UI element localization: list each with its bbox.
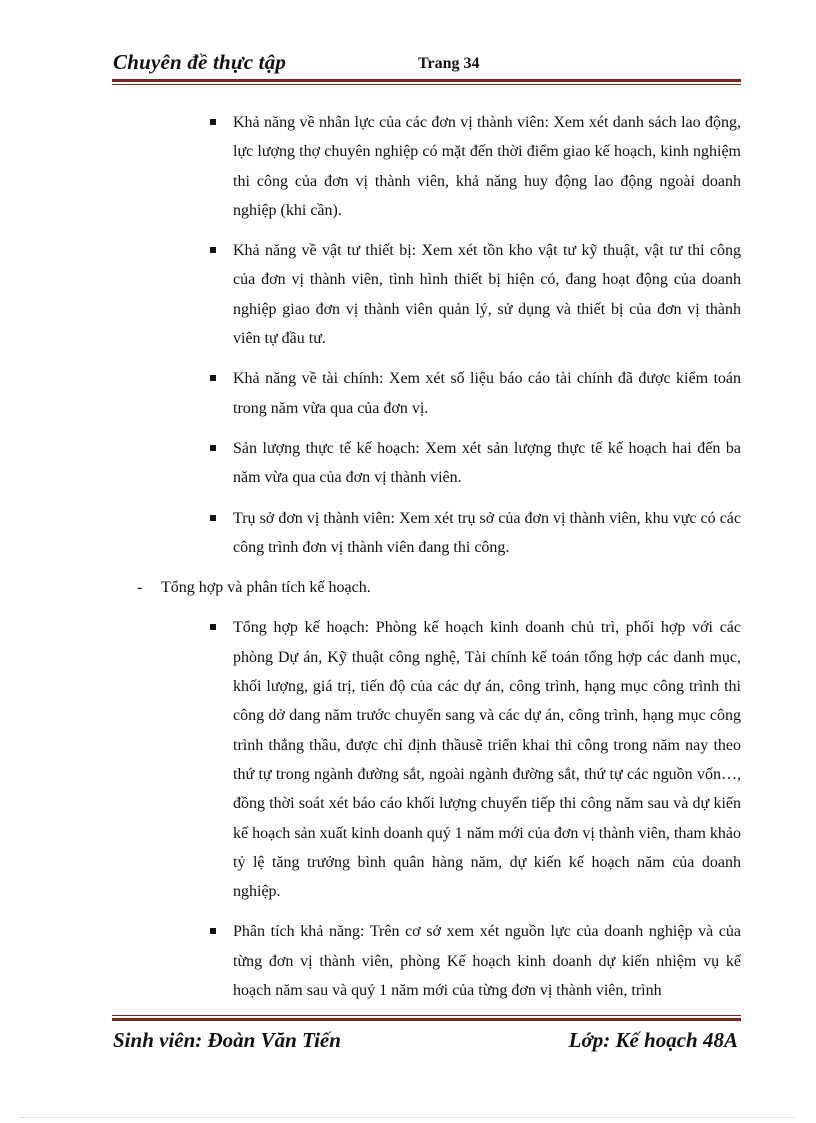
bullet-text: Khả năng về nhân lực của các đơn vị thành viên: Xem xét danh sách lao động, lực lượng thợ chuyên nghiệp có mặt đến thời điểm giao kế hoạch, kinh nghiệm thi công của đơn vị thành viên, khả năng huy động lao động ngoài doanh nghiệp (khi cần). <box>233 114 741 219</box>
bullet-item-finance <box>233 364 741 423</box>
footer-rule-thick <box>112 1018 741 1021</box>
page-header <box>0 0 816 90</box>
page-footer <box>0 1010 816 1070</box>
bullet-text: Phân tích khả năng: Trên cơ sở xem xét nguồn lực của doanh nghiệp và của từng đơn vị thành viên, phòng Kế hoạch kinh doanh dự kiến nhiệm vụ kế hoạch năm sau và quý 1 năm mới của từng đơn vị thành viên, trình <box>233 923 741 1000</box>
dash-item-synthesis <box>137 573 741 602</box>
bullet-text: Sản lượng thực tế kế hoạch: Xem xét sản lượng thực tế kế hoạch hai đến ba năm vừa qua của đơn vị thành viên. <box>233 439 741 487</box>
footer-student: Sinh viên: Đoàn Văn Tiến <box>113 1028 341 1052</box>
footer-rule-thin <box>112 1015 741 1016</box>
footer-class: Lớp: Kế hoạch 48A <box>568 1028 738 1052</box>
square-bullet-icon <box>210 928 216 934</box>
page-edge-divider <box>20 1117 796 1118</box>
square-bullet-icon <box>210 247 216 253</box>
bullet-item-human-resources <box>233 108 741 225</box>
header-title: Chuyên đề thực tập <box>113 50 287 74</box>
page-number: Trang 34 <box>418 55 480 72</box>
square-bullet-icon <box>210 119 216 125</box>
dash-marker: - <box>137 579 143 597</box>
bullet-text: Tổng hợp kế hoạch: Phòng kế hoạch kinh doanh chủ trì, phối hợp với các phòng Dự án, Kỹ thuật công nghệ, Tài chính kế toán tổng hợp các danh mục, khối lượng, giá trị, tiến độ của các dự án, công trình, hạng mục công trình thi công dở dang năm trước chuyển sang và các dự án, công trình, hạng mục công trình thắng thầu, được chỉ định thầusẽ triển khai thi công trong năm nay theo thứ tự trong ngành đường sắt, ngoài ngành đường sắt, thứ tự các nguồn vốn…, đồng thời soát xét báo cáo khối lượng chuyển tiếp thi công năm sau và dự kiến kế hoạch sản xuất kinh doanh quý 1 năm mới của đơn vị thành viên, tham khảo tỷ lệ tăng trưởng bình quân hàng năm, dự kiến kế hoạch năm của doanh nghiệp. <box>233 619 741 901</box>
bullet-item-output <box>233 434 741 493</box>
header-rule-thick <box>112 79 741 82</box>
square-bullet-icon <box>210 375 216 381</box>
bullet-text: Khả năng về tài chính: Xem xét số liệu báo cáo tài chính đã được kiểm toán trong năm vừa qua của đơn vị. <box>233 370 741 417</box>
header-rule-thin <box>112 84 741 85</box>
bullet-item-materials-equipment <box>233 236 741 353</box>
bullet-item-plan-synthesis <box>233 613 741 906</box>
bullet-text: Trụ sở đơn vị thành viên: Xem xét trụ sở của đơn vị thành viên, khu vực có các công trình đơn vị thành viên đang thi công. <box>233 509 741 556</box>
page-body <box>0 108 816 1016</box>
bullet-text: Khả năng về vật tư thiết bị: Xem xét tồn kho vật tư kỹ thuật, vật tư thi công của đơn vị thành viên, tình hình thiết bị hiện có, đang hoạt động của doanh nghiệp giao đơn vị thành viên quản lý, sử dụng và thiết bị của đơn vị thành viên tự đầu tư. <box>233 242 741 348</box>
square-bullet-icon <box>210 624 216 630</box>
dash-text: Tổng hợp và phân tích kế hoạch. <box>161 579 371 597</box>
bullet-item-headquarters <box>233 504 741 563</box>
square-bullet-icon <box>210 445 216 451</box>
bullet-item-capability-analysis <box>233 917 741 1005</box>
square-bullet-icon <box>210 515 216 521</box>
